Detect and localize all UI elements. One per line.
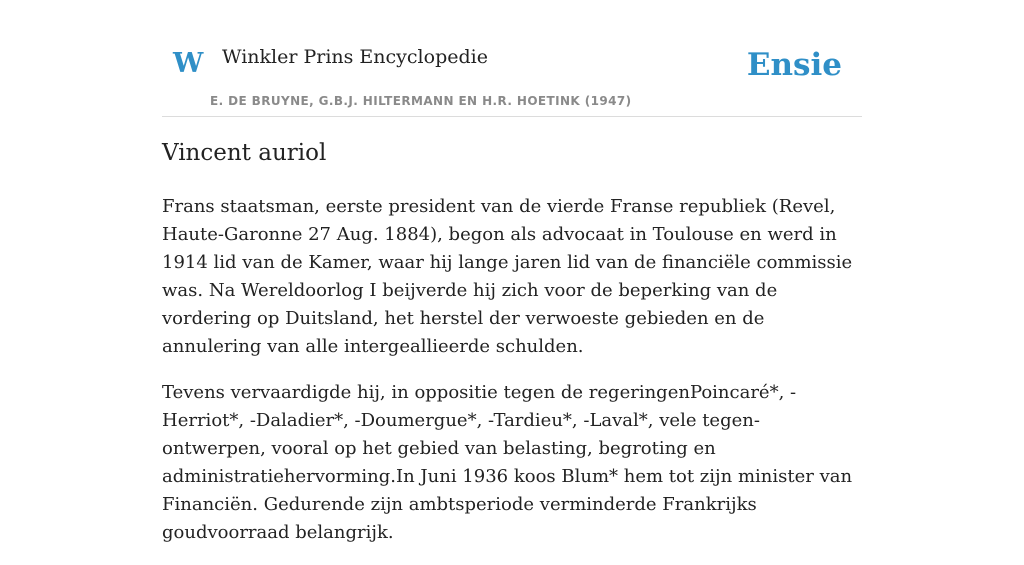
article-body: [162, 193, 862, 565]
article-paragraph: Frans staatsman, eerste president van de vierde Franse republiek (Revel, Haute-Garonne 27 Aug. 1884), begon als advocaat in Toulouse en werd in 1914 lid van de Kamer, waar hij lange jaren lid van de financiële commissie was. Na Wereldoorlog I beijverde hij zich voor de beperking van de vordering op Duitsland, het herstel der verwoeste gebieden en de annulering van alle intergeallieerde schulden.: [162, 196, 853, 357]
article-title: Vincent auriol: [162, 140, 327, 166]
source-logo[interactable]: W: [173, 48, 204, 79]
brand-logo[interactable]: Ensie: [746, 47, 842, 83]
article-paragraph: Tevens vervaardigde hij, in oppositie tegen de regeringenPoincaré*, -Herriot*, -Daladier*, -Doumergue*, -Tardieu*, -Laval*, vele tegen-ontwerpen, vooral op het gebied van belasting, begroting en administratiehervorming.In Juni 1936 koos Blum* hem tot zijn minister van Financiën. Gedurende zijn ambtsperiode verminderde Frankrijks goudvoorraad belangrijk.: [162, 382, 853, 543]
source-header: [162, 0, 862, 117]
source-authors: E. DE BRUYNE, G.B.J. HILTERMANN EN H.R. HOETINK (1947): [210, 94, 632, 108]
source-title[interactable]: Winkler Prins Encyclopedie: [222, 46, 488, 68]
page: [162, 0, 862, 543]
